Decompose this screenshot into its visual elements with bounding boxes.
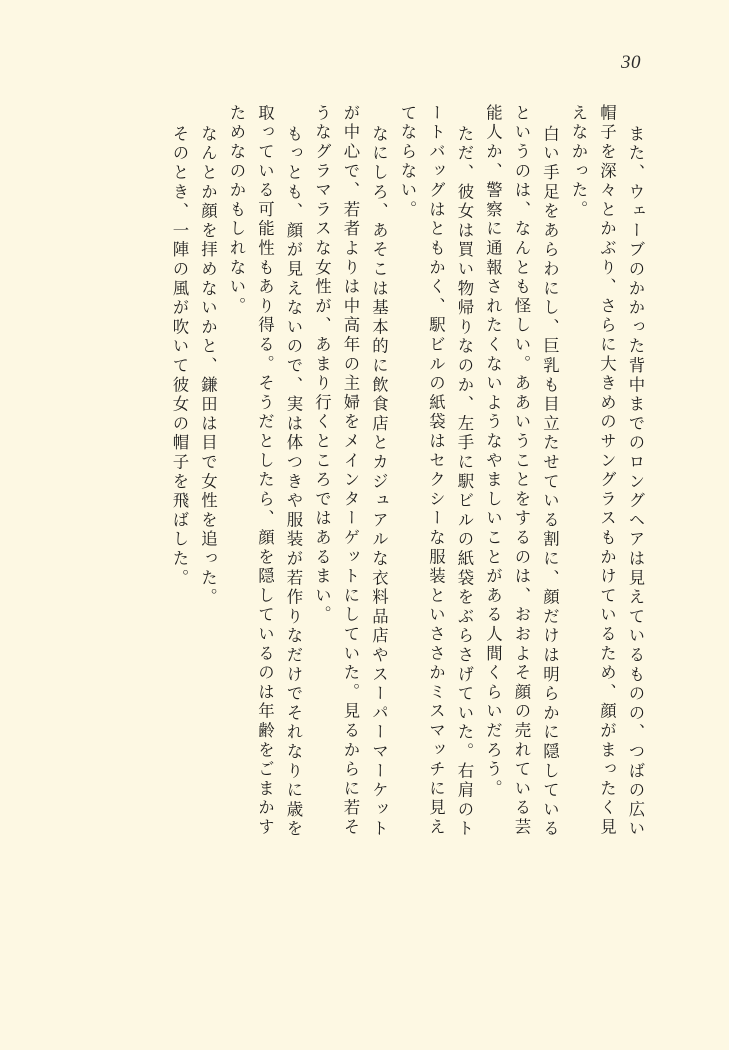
text-column: 帽子を深々とかぶり、さらに大きめのサングラスもかけているため、顔がまったく見	[597, 104, 617, 838]
text-column: ためなのかもしれない。	[227, 104, 246, 317]
text-column: 能人か、警察に通報されたくないようなやましいことがある人間くらいだろう。	[483, 104, 503, 799]
text-column: そのとき、一陣の風が吹いて彼女の帽子を飛ばした。	[170, 125, 189, 589]
vertical-text-body	[86, 104, 643, 984]
text-column: えなかった。	[569, 104, 588, 220]
text-column: が中心で、若者よりは中高年の主婦をメインターゲットにしていた。見るからに若そ	[341, 104, 360, 838]
text-column: 取っている可能性もあり得る。そうだとしたら、顔を隠しているのは年齢をごまかす	[255, 104, 275, 838]
text-column: もっとも、顔が見えないので、実は体つきや服装が若作りなだけでそれなりに歳を	[284, 125, 303, 840]
text-column: なにしろ、あそこは基本的に飲食店とカジュアルな衣料品店やスーパーマーケット	[369, 125, 389, 840]
text-column: また、ウェーブのかかった背中までのロングヘアは見えているものの、つばの広い	[626, 125, 645, 840]
text-column: なんとか顔を拝めないかと、鎌田は目で女性を追った。	[198, 125, 218, 608]
page-number: 30	[621, 52, 641, 73]
text-column: というのは、なんとも怪しい。ああいうことをするのは、おおよそ顔の売れている芸	[512, 104, 531, 838]
text-column: うなグラマラスな女性が、あまり行くところではあるまい。	[312, 104, 332, 626]
text-column: てならない。	[398, 104, 417, 220]
text-column: ートバッグはともかく、駅ビルの紙袋はセクシーな服装といささかミスマッチに見え	[426, 104, 446, 838]
text-column: ただ、彼女は買い物帰りなのか、左手に駅ビルの紙袋をぶらさげていた。右肩のト	[455, 125, 474, 840]
text-column: 白い手足をあらわにし、巨乳も目立たせている割に、顔だけは明らかに隠している	[540, 125, 560, 840]
